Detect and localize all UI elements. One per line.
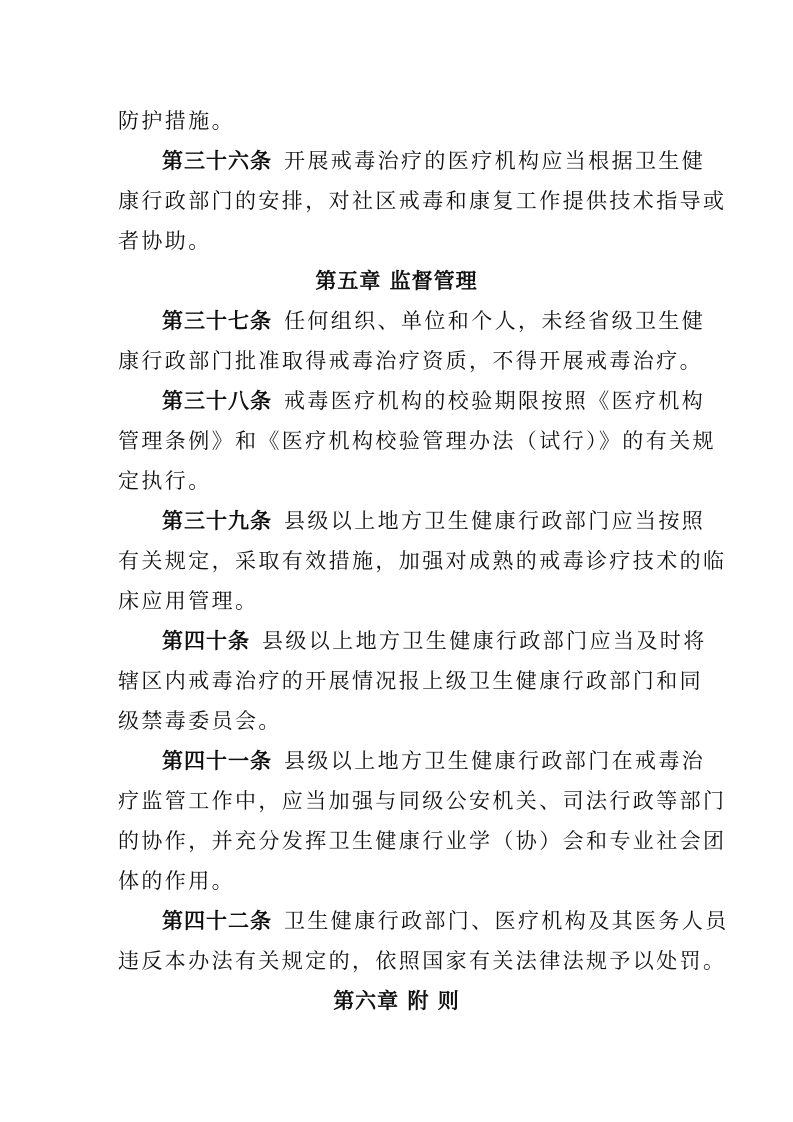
article-39-first-line <box>162 501 706 541</box>
article-number: 第三十六条 <box>162 149 272 173</box>
article-number: 第三十九条 <box>162 509 272 533</box>
body-text-line: 违反本办法有关规定的，依照国家有关法律法规予以处罚。 <box>118 949 727 973</box>
chapter-heading: 第五章 监督管理 <box>315 269 478 293</box>
article-text: 县级以上地方卫生健康行政部门在戒毒治 <box>284 749 706 773</box>
chapter-heading: 第六章 附 则 <box>333 989 460 1013</box>
body-text-line: 体的作用。 <box>118 869 235 893</box>
article-text: 县级以上地方卫生健康行政部门应当按照 <box>284 509 706 533</box>
article-36-first-line <box>162 141 706 181</box>
body-text-line: 的协作，并充分发挥卫生健康行业学（协）会和专业社会团 <box>118 829 727 853</box>
article-40-first-line <box>162 621 707 661</box>
body-text-line: 疗监管工作中，应当加强与同级公安机关、司法行政等部门 <box>118 789 727 813</box>
body-text-line: 床应用管理。 <box>118 589 259 613</box>
article-42-first-line <box>162 901 729 941</box>
body-text-line: 康行政部门批准取得戒毒治疗资质，不得开展戒毒治疗。 <box>118 349 703 373</box>
article-41-first-line <box>162 741 706 781</box>
body-text-line: 者协助。 <box>118 229 212 253</box>
article-number: 第四十条 <box>162 629 250 653</box>
body-text-line: 辖区内戒毒治疗的开展情况报上级卫生健康行政部门和同 <box>118 669 703 693</box>
article-38-first-line <box>162 381 706 421</box>
article-text: 开展戒毒治疗的医疗机构应当根据卫生健 <box>284 149 706 173</box>
body-text-line: 管理条例》和《医疗机构校验管理办法（试行）》的有关规 <box>118 429 716 453</box>
body-text-line: 级禁毒委员会。 <box>118 709 282 733</box>
body-text-line: 定执行。 <box>118 469 212 493</box>
body-text-line: 康行政部门的安排，对社区戒毒和康复工作提供技术指导或 <box>118 189 727 213</box>
article-number: 第四十一条 <box>162 749 272 773</box>
article-number: 第三十七条 <box>162 309 272 333</box>
body-text-line: 有关规定，采取有效措施，加强对成熟的戒毒诊疗技术的临 <box>118 549 727 573</box>
article-37-first-line <box>162 301 706 341</box>
article-text: 任何组织、单位和个人，未经省级卫生健 <box>284 309 706 333</box>
body-text-line: 防护措施。 <box>118 109 235 133</box>
article-text: 县级以上地方卫生健康行政部门应当及时将 <box>262 629 707 653</box>
article-number: 第三十八条 <box>162 389 272 413</box>
article-number: 第四十二条 <box>162 909 272 933</box>
article-text: 戒毒医疗机构的校验期限按照《医疗机构 <box>284 389 706 413</box>
article-text: 卫生健康行政部门、医疗机构及其医务人员 <box>284 909 729 933</box>
